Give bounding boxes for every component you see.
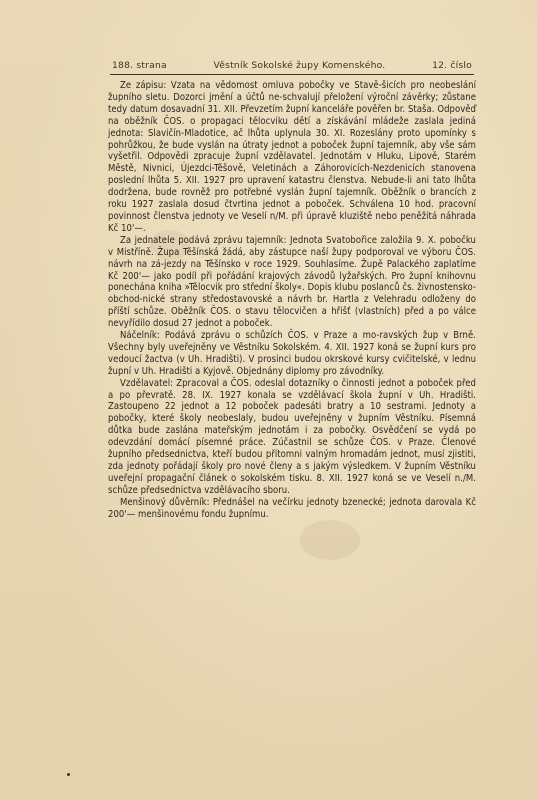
- paragraph-minutes: Ze zápisu: Vzata na vědomost omluva pobočky ve Stavě-šicích pro neobeslání župního sletu. Dozorci jmění a účtů ne-schvalují přeložení výroční závěrky; zůstane tedy datum dosavadní 31. XII. Převzetím župní kanceláře pověřen br. Staša. Odpověď na oběžník ČOS. o propagaci tělocviku dětí a získávání mládeže zaslala jediná jednota: Slavičín-Mladotice, ač lhůta uplynula 30. XI. Rozeslány proto upomínky s pohrůžkou, že bude vyslán na útraty jednot a poboček župní tajemník, aby vše sám vyšetřil. Odpovědi zpracuje župní vzdělavatel. Jednotám v Hluku, Lipově, Starém Městě, Nivnici, Újezdci-Těšově, Veletinách a Záhorovicích-Nezdenicích stanovena poslední lhůta 5. XII. 1927 pro upravení katastru členstva. Nebude-li ani tato lhůta dodržena, bude rovněž pro potřebné vyslán župní tajemník. Oběžník o brancích z roku 1927 zaslala dosud čtvrtina jednot a poboček. Schválena 10 hod. pracovní povinnost členstva jednoty ve Veselí n/M. při úpravě kluziště nebo peněžitá náhrada Kč 10'—.: [108, 80, 476, 234]
- paragraph-chief: Náčelník: Podává zprávu o schůzích ČOS. v Praze a mo-ravských žup v Brně. Všechny byly uveřejněny ve Věstníku Sokolském. 4. XII. 1927 koná se župní kurs pro vedoucí žactva (v Uh. Hradišti). V prosinci budou okrskové kursy cvičitelské, v lednu župní v Uh. Hradišti a Kyjově. Objednány diplomy pro závodníky.: [108, 330, 476, 377]
- paragraph-educator: Vzdělavatel: Zpracoval a ČOS. odeslal dotazníky o činnosti jednot a poboček před a po převratě. 28. IX. 1927 konala se vzdělávací škola župní v Uh. Hradišti. Zastoupeno 22 jednot a 12 poboček padesáti bratry a 10 sestrami. Jednoty a pobočky, které školy neobeslaly, budou uveřejněny v župním Věstníku. Písemná důtka bude zaslána mateřským jednotám i za pobočky. Osvědčení se vydá po odevzdání domácí písemné práce. Zúčastnil se schůze ČOS. v Praze. Členové župního předsednictva, kteří budou přítomni valným hromadám jednot, musí zjistiti, zda jednoty pořádají školy pro nové členy a s jakým výsledkem. V župním Věstníku uveřejní propagační článek o sokolském tisku. 8. XII. 1927 koná se ve Veselí n./M. schůze předsednictva vzdělávacího sboru.: [108, 377, 476, 496]
- paper-stain: [300, 520, 360, 560]
- running-header: [112, 60, 472, 71]
- paragraph-minority-trustee: Menšinový důvěrník: Přednášel na večírku jednoty bzenecké; jednota darovala Kč 200'— menšinovému fondu župnímu.: [108, 496, 476, 520]
- article-body: [108, 80, 476, 521]
- issue-number: 12. číslo: [432, 60, 472, 71]
- header-rule: [110, 74, 474, 75]
- paragraph-secretary: Za jednatele podává zprávu tajemník: Jednota Svatobořice založila 9. X. pobočku v Mistříně. Župa Těšínská žádá, aby zástupce naší župy podporoval ve výboru ČOS. návrh na zá-jezdy na Těšínsko v roce 1929. Souhlasíme. Župě Palackého zaplatíme Kč 200'— jako podíl při pořádání krajových závodů lyžařských. Pro župní knihovnu ponechána kniha »Tělocvik pro střední školy«. Dopis klubu poslanců čs. živnostensko-obchod-nické strany středostavovské a návrh br. Hartla z Velehradu odloženy do příští schůze. Oběžník ČOS. o stavu tělocvičen a hřišť (vlastních) před a po válce nevyřídilo dosud 27 jednot a poboček.: [108, 234, 476, 330]
- journal-title: Věstník Sokolské župy Komenského.: [213, 60, 386, 71]
- page-number: 188. strana: [112, 60, 167, 71]
- ink-dot: [67, 773, 70, 776]
